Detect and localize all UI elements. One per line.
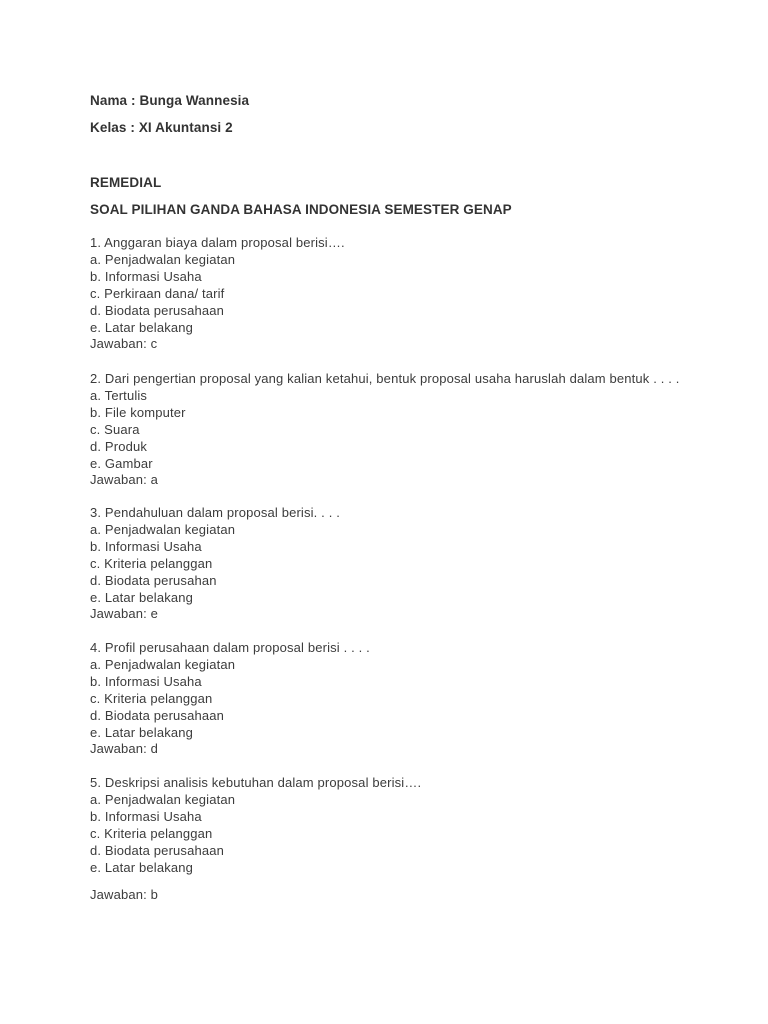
question-block-5 <box>90 775 750 904</box>
question-text: 5. Deskripsi analisis kebutuhan dalam proposal berisi…. <box>90 775 422 790</box>
student-class: Kelas : XI Akuntansi 2 <box>90 120 233 135</box>
option-a: a. Penjadwalan kegiatan <box>90 791 236 807</box>
option-b: b. Informasi Usaha <box>90 673 202 689</box>
remedial-heading: REMEDIAL <box>90 175 162 190</box>
option-d: d. Biodata perusahaan <box>90 302 224 318</box>
option-e: e. Gambar <box>90 455 153 471</box>
question-block-3 <box>90 505 750 623</box>
answer-text: Jawaban: a <box>90 472 158 488</box>
question-block-4 <box>90 640 750 758</box>
document-title: SOAL PILIHAN GANDA BAHASA INDONESIA SEMESTER GENAP <box>90 202 512 217</box>
option-a: a. Penjadwalan kegiatan <box>90 521 236 537</box>
option-a: a. Tertulis <box>90 387 148 403</box>
option-e: e. Latar belakang <box>90 319 194 335</box>
option-b: b. Informasi Usaha <box>90 538 202 554</box>
answer-text: Jawaban: d <box>90 741 158 757</box>
option-c: c. Perkiraan dana/ tarif <box>90 285 225 301</box>
option-d: d. Biodata perusahan <box>90 572 217 588</box>
option-b: b. Informasi Usaha <box>90 268 202 284</box>
option-d: d. Biodata perusahaan <box>90 707 224 723</box>
option-e: e. Latar belakang <box>90 859 194 875</box>
option-a: a. Penjadwalan kegiatan <box>90 656 236 672</box>
option-d: d. Biodata perusahaan <box>90 842 224 858</box>
answer-text: Jawaban: e <box>90 606 158 622</box>
option-e: e. Latar belakang <box>90 589 194 605</box>
question-text: 2. Dari pengertian proposal yang kalian ketahui, bentuk proposal usaha haruslah dalam bentuk . . . . <box>90 371 680 386</box>
question-text: 4. Profil perusahaan dalam proposal berisi . . . . <box>90 640 370 655</box>
option-b: b. File komputer <box>90 404 186 420</box>
option-c: c. Kriteria pelanggan <box>90 555 213 571</box>
option-b: b. Informasi Usaha <box>90 808 202 824</box>
question-block-1 <box>90 235 750 353</box>
question-block-2 <box>90 371 750 489</box>
option-c: c. Kriteria pelanggan <box>90 690 213 706</box>
option-c: c. Kriteria pelanggan <box>90 825 213 841</box>
question-text: 3. Pendahuluan dalam proposal berisi. . . . <box>90 505 340 520</box>
option-d: d. Produk <box>90 438 147 454</box>
student-name: Nama : Bunga Wannesia <box>90 93 250 108</box>
answer-text: Jawaban: c <box>90 336 158 352</box>
option-a: a. Penjadwalan kegiatan <box>90 251 236 267</box>
option-e: e. Latar belakang <box>90 724 194 740</box>
option-c: c. Suara <box>90 421 140 437</box>
question-text: 1. Anggaran biaya dalam proposal berisi…. <box>90 235 345 250</box>
answer-text: Jawaban: b <box>90 887 158 903</box>
